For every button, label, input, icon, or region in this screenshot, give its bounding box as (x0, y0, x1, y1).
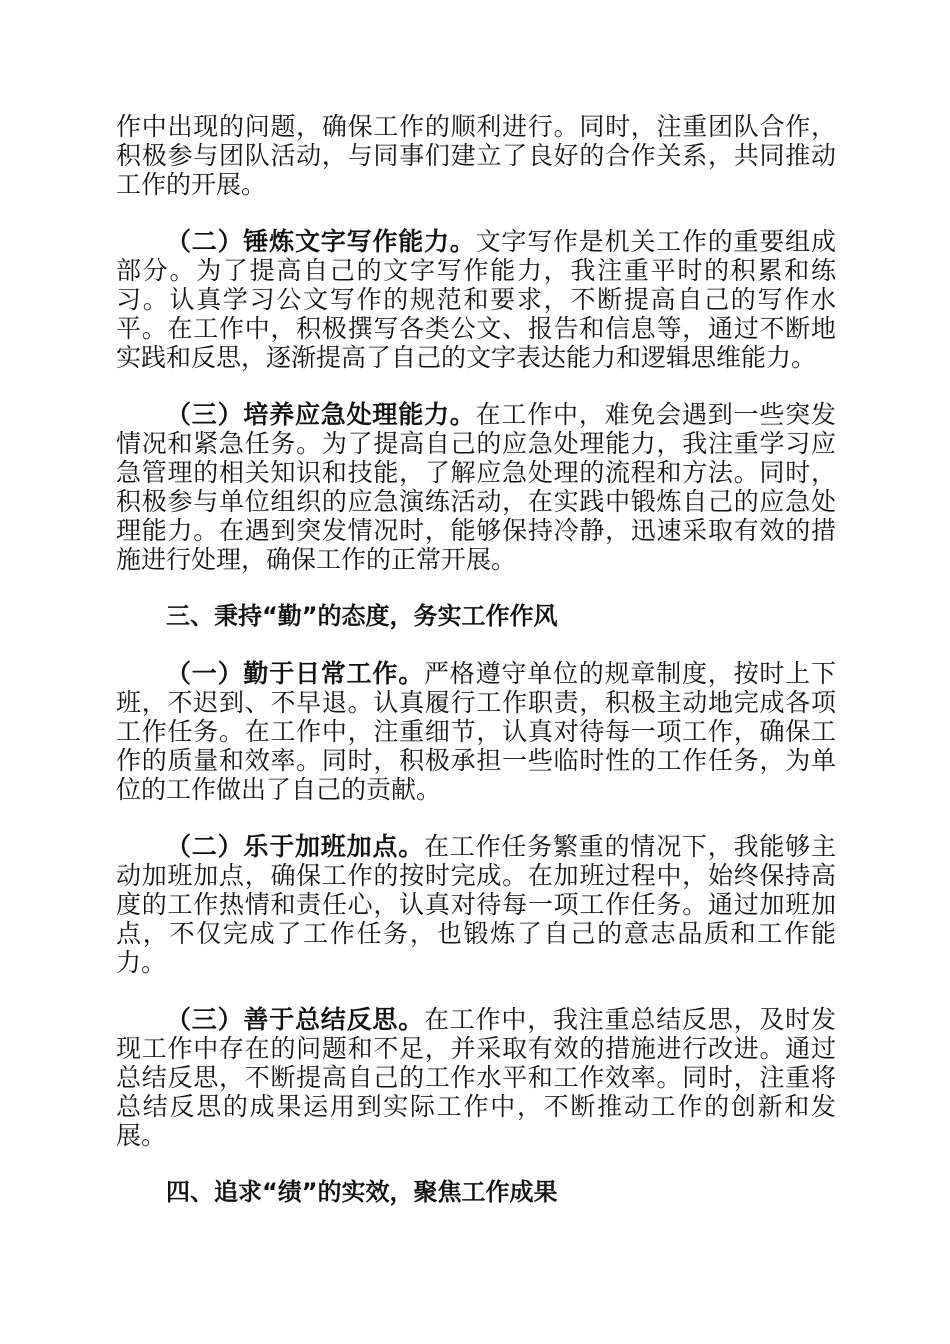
paragraph-writing-ability (116, 227, 836, 372)
paragraph-emergency-ability (116, 400, 836, 574)
paragraph-reflection (116, 1005, 836, 1150)
paragraph-text: 作中出现的问题，确保工作的顺利进行。同时，注重团队合作，积极参与团队活动，与同事们建立了良好的合作关系，共同推动工作的开展。 (116, 112, 836, 199)
paragraph-lead: （二）乐于加班加点。 (166, 832, 424, 861)
paragraph-lead: （一）勤于日常工作。 (166, 659, 424, 688)
paragraph-lead: （二）锤炼文字写作能力。 (166, 227, 476, 256)
paragraph-text: 严格遵守单位的规章制度，按时上下班，不迟到、不早退。认真履行工作职责，积极主动地完成各项工作任务。在工作中，注重细节，认真对待每一项工作，确保工作的质量和效率。同时，积极承担一些临时性的工作任务，为单位的工作做出了自己的贡献。 (116, 659, 836, 804)
section-heading-three: 三、秉持“勤”的态度，务实工作作风 (166, 602, 558, 630)
paragraph-text: 文字写作是机关工作的重要组成部分。为了提高自己的文字写作能力，我注重平时的积累和练习。认真学习公文写作的规范和要求，不断提高自己的写作水平。在工作中，积极撰写各类公文、报告和信息等，通过不断地实践和反思，逐渐提高了自己的文字表达能力和逻辑思维能力。 (116, 227, 836, 372)
section-heading-four: 四、追求“绩”的实效，聚焦工作成果 (166, 1178, 558, 1206)
paragraph-lead: （三）善于总结反思。 (166, 1005, 424, 1034)
document-body (116, 112, 836, 1235)
paragraph-continuation (116, 112, 836, 199)
paragraph-text: 在工作中，难免会遇到一些突发情况和紧急任务。为了提高自己的应急处理能力，我注重学习应急管理的相关知识和技能，了解应急处理的流程和方法。同时，积极参与单位组织的应急演练活动，在实践中锻炼自己的应急处理能力。在遇到突发情况时，能够保持冷静，迅速采取有效的措施进行处理，确保工作的正常开展。 (116, 400, 836, 574)
paragraph-text: 在工作中，我注重总结反思，及时发现工作中存在的问题和不足，并采取有效的措施进行改进。通过总结反思，不断提高自己的工作水平和工作效率。同时，注重将总结反思的成果运用到实际工作中，不断推动工作的创新和发展。 (116, 1005, 836, 1150)
paragraph-lead: （三）培养应急处理能力。 (166, 400, 476, 429)
paragraph-overtime (116, 832, 836, 977)
paragraph-text: 在工作任务繁重的情况下，我能够主动加班加点，确保工作的按时完成。在加班过程中，始终保持高度的工作热情和责任心，认真对待每一项工作任务。通过加班加点，不仅完成了工作任务，也锻炼了自己的意志品质和工作能力。 (116, 832, 836, 977)
paragraph-daily-work (116, 659, 836, 804)
